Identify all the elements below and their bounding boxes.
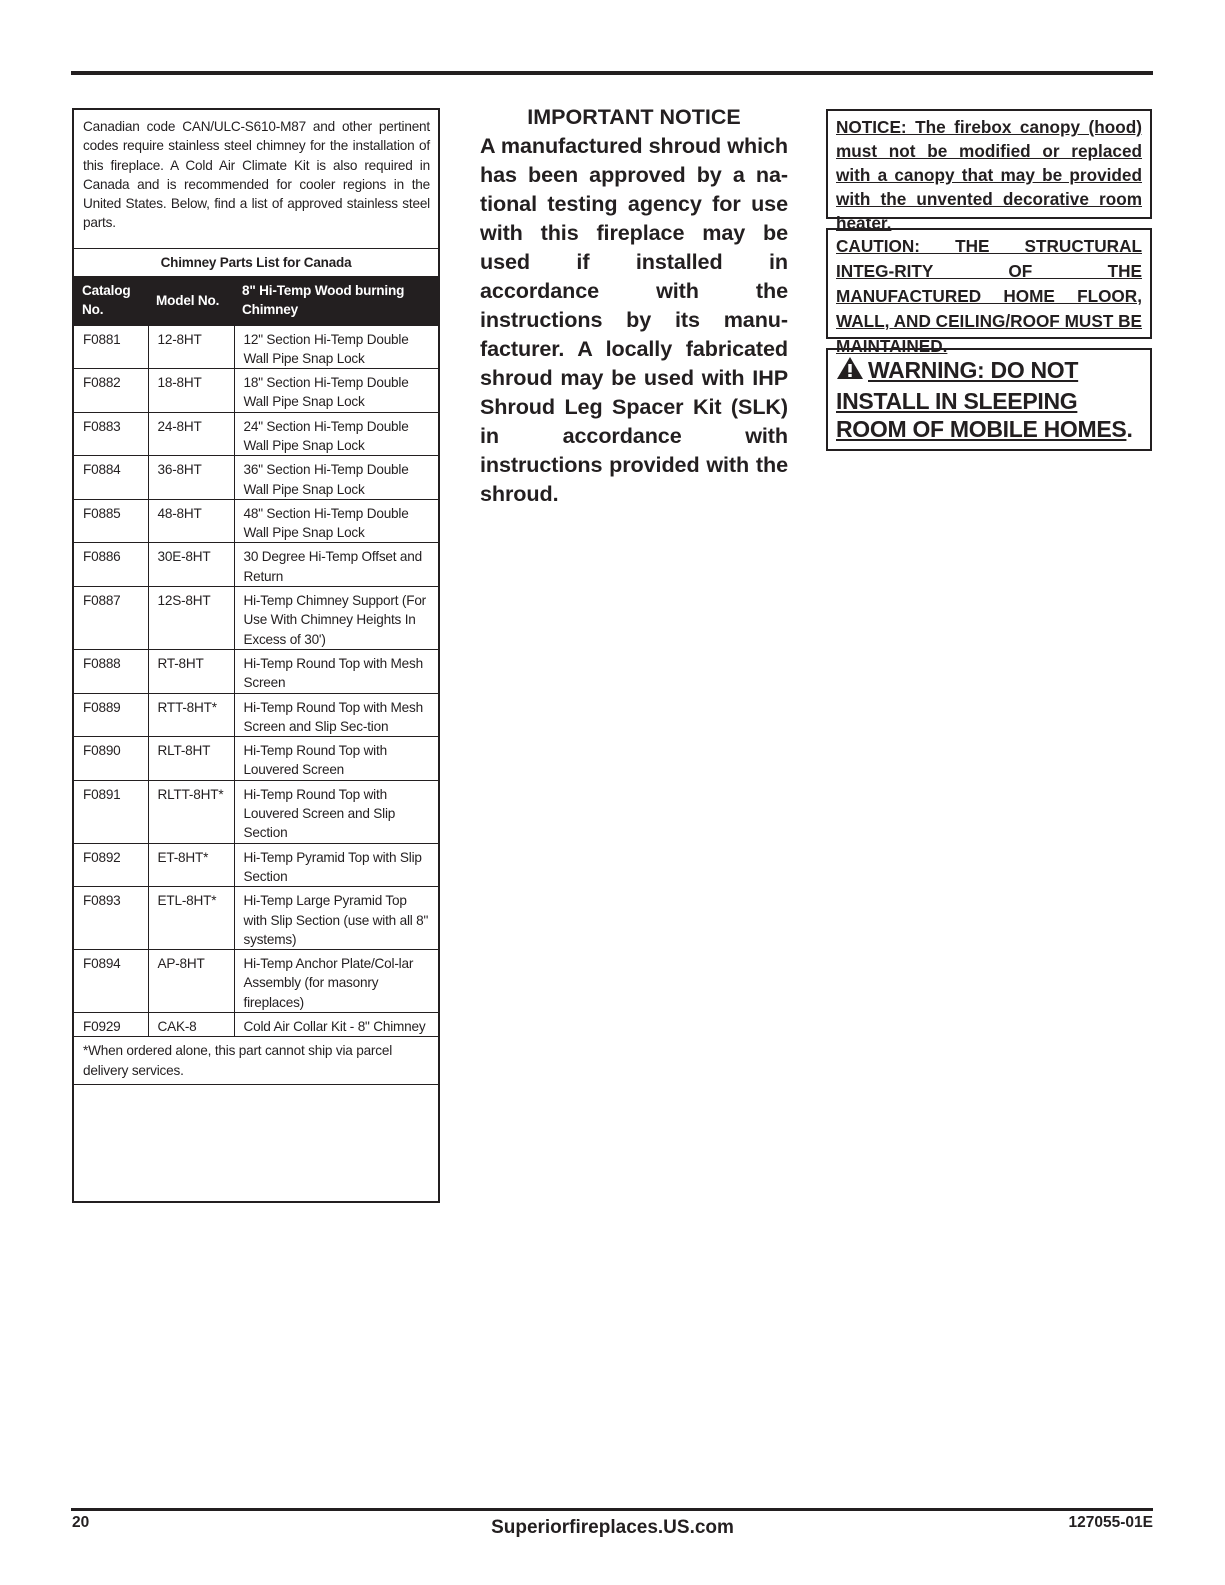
table-row — [74, 887, 438, 950]
notice-box — [826, 109, 1152, 233]
catalog-cell: F0886 — [74, 543, 148, 587]
model-cell: 24-8HT — [148, 412, 234, 456]
description-cell: 12" Section Hi-Temp Double Wall Pipe Snap Lock — [234, 325, 438, 369]
model-cell: RT-8HT — [148, 649, 234, 693]
table-row — [74, 950, 438, 1013]
description-cell: 48" Section Hi-Temp Double Wall Pipe Snap Lock — [234, 499, 438, 543]
description-cell: Hi-Temp Round Top with Mesh Screen — [234, 649, 438, 693]
chimney-parts-table — [74, 276, 438, 1036]
table-footnote: *When ordered alone, this part cannot ship via parcel delivery services. — [74, 1036, 438, 1085]
description-cell: 30 Degree Hi-Temp Offset and Return — [234, 543, 438, 587]
warning-text: WARNING: DO NOT INSTALL IN SLEEPING ROOM OF MOBILE HOMES — [836, 357, 1127, 442]
important-notice-body: A manufactured shroud which has been approved by a na-tional testing agency for use with this fireplace may be used if installed in accordance with the instructions by its manu-facturer. A locally fabricated shroud may be used with IHP Shroud Leg Spacer Kit (SLK) in accordance with instructions provided with the shroud. — [480, 133, 788, 506]
model-cell: 18-8HT — [148, 369, 234, 413]
website-footer: Superiorfireplaces.US.com — [491, 1517, 734, 1538]
table-row — [74, 780, 438, 843]
page-number: 20 — [72, 1514, 90, 1531]
description-cell: Hi-Temp Pyramid Top with Slip Section — [234, 843, 438, 887]
model-cell: RTT-8HT* — [148, 693, 234, 737]
model-cell: RLTT-8HT* — [148, 780, 234, 843]
header-description: 8" Hi-Temp Wood burning Chimney — [234, 276, 438, 325]
table-row — [74, 543, 438, 587]
catalog-cell: F0889 — [74, 693, 148, 737]
description-cell: 24" Section Hi-Temp Double Wall Pipe Snap Lock — [234, 412, 438, 456]
model-cell: 30E-8HT — [148, 543, 234, 587]
bottom-rule — [71, 1508, 1153, 1511]
warning-triangle-icon — [836, 356, 864, 387]
description-cell: 36" Section Hi-Temp Double Wall Pipe Snap Lock — [234, 456, 438, 500]
notice-text: NOTICE: The firebox canopy (hood) must not be modified or replaced with a canopy that may be provided with the unvented decorative room heater. — [836, 117, 1142, 233]
table-row — [74, 737, 438, 781]
caution-text: CAUTION: THE STRUCTURAL INTEG-RITY OF THE MANUFACTURED HOME FLOOR, WALL, AND CEILING/ROOF MUST BE MAINTAINED. — [836, 236, 1142, 356]
catalog-cell: F0887 — [74, 587, 148, 650]
table-row — [74, 325, 438, 369]
document-code: 127055-01E — [1068, 1514, 1153, 1531]
description-cell: Hi-Temp Round Top with Louvered Screen and Slip Section — [234, 780, 438, 843]
catalog-cell: F0882 — [74, 369, 148, 413]
model-cell: 36-8HT — [148, 456, 234, 500]
model-cell: 12S-8HT — [148, 587, 234, 650]
model-cell: ETL-8HT* — [148, 887, 234, 950]
warning-period: . — [1126, 416, 1133, 442]
caution-box — [826, 228, 1152, 356]
table-row — [74, 412, 438, 456]
catalog-cell: F0888 — [74, 649, 148, 693]
catalog-cell: F0884 — [74, 456, 148, 500]
description-cell: 18" Section Hi-Temp Double Wall Pipe Snap Lock — [234, 369, 438, 413]
table-row — [74, 499, 438, 543]
header-catalog: Catalog No. — [74, 276, 148, 325]
header-model: Model No. — [148, 276, 234, 325]
table-row — [74, 587, 438, 650]
model-cell: RLT-8HT — [148, 737, 234, 781]
catalog-cell: F0890 — [74, 737, 148, 781]
catalog-cell: F0885 — [74, 499, 148, 543]
model-cell: 48-8HT — [148, 499, 234, 543]
catalog-cell: F0894 — [74, 950, 148, 1013]
table-header-row — [74, 276, 438, 325]
table-row — [74, 456, 438, 500]
table-title: Chimney Parts List for Canada — [74, 248, 438, 276]
catalog-cell: F0881 — [74, 325, 148, 369]
warning-box — [826, 348, 1152, 451]
catalog-cell: F0893 — [74, 887, 148, 950]
catalog-cell: F0891 — [74, 780, 148, 843]
model-cell: CAK-8 — [148, 1013, 234, 1037]
table-row — [74, 843, 438, 887]
chimney-parts-box — [72, 108, 440, 1203]
table-row — [74, 369, 438, 413]
description-cell: Hi-Temp Large Pyramid Top with Slip Section (use with all 8" systems) — [234, 887, 438, 950]
important-notice-heading: IMPORTANT NOTICE — [527, 105, 741, 129]
catalog-cell: F0883 — [74, 412, 148, 456]
model-cell: 12-8HT — [148, 325, 234, 369]
description-cell: Hi-Temp Chimney Support (For Use With Chimney Heights In Excess of 30') — [234, 587, 438, 650]
table-row — [74, 649, 438, 693]
model-cell: ET-8HT* — [148, 843, 234, 887]
description-cell: Hi-Temp Anchor Plate/Col-lar Assembly (for masonry fireplaces) — [234, 950, 438, 1013]
top-rule — [71, 71, 1153, 75]
model-cell: AP-8HT — [148, 950, 234, 1013]
intro-paragraph: Canadian code CAN/ULC-S610-M87 and other pertinent codes require stainless steel chimney for the installation of this fireplace. A Cold Air Climate Kit is also required in Canada and is recommended for cooler regions in the United States. Below, find a list of approved stainless steel parts. — [83, 119, 430, 231]
table-row — [74, 1013, 438, 1037]
table-row — [74, 693, 438, 737]
catalog-cell: F0892 — [74, 843, 148, 887]
description-cell: Cold Air Collar Kit - 8" Chimney — [234, 1013, 438, 1037]
description-cell: Hi-Temp Round Top with Mesh Screen and Slip Sec-tion — [234, 693, 438, 737]
description-cell: Hi-Temp Round Top with Louvered Screen — [234, 737, 438, 781]
catalog-cell: F0929 — [74, 1013, 148, 1037]
